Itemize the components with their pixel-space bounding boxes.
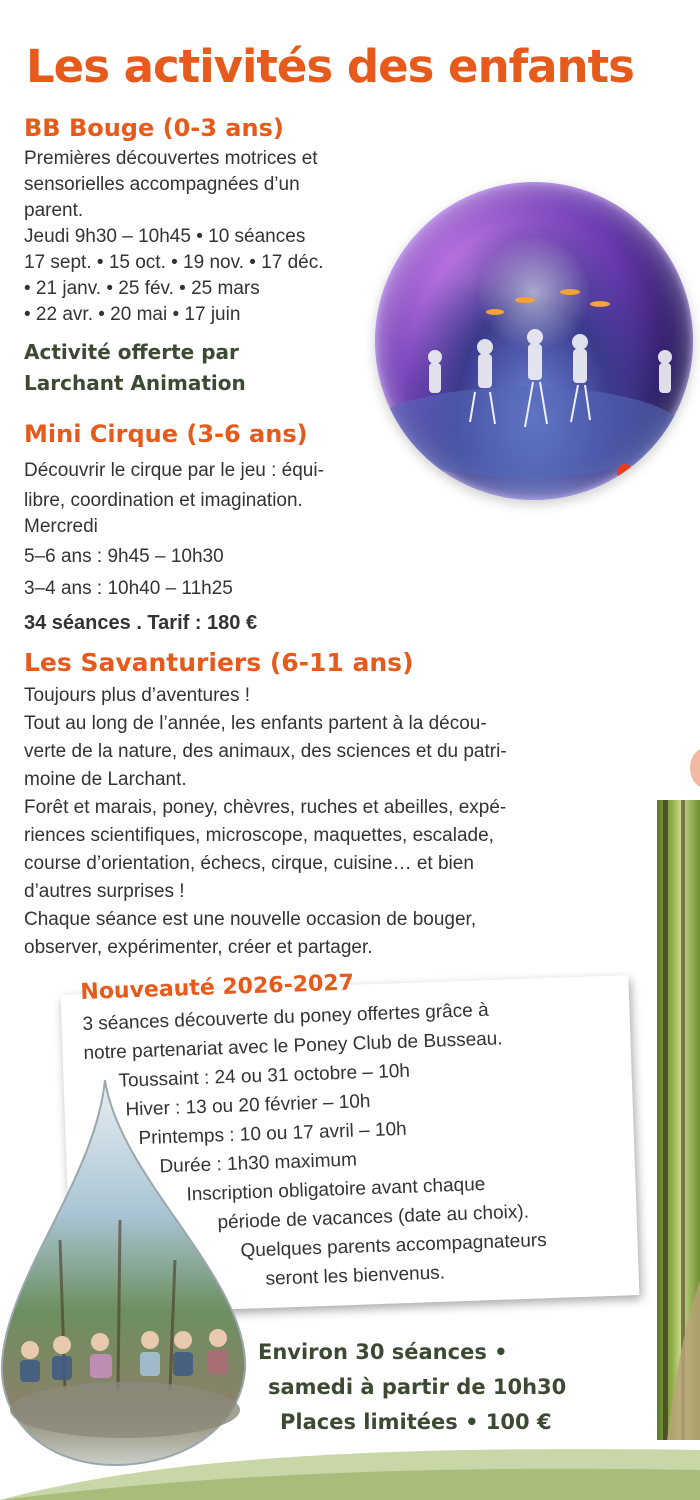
- water-drop-photo: [0, 1070, 255, 1470]
- text-line: Tout au long de l’année, les enfants partent à la décou-: [24, 713, 487, 734]
- text-line: Chaque séance est une nouvelle occasion de bouger,: [24, 909, 477, 930]
- decorative-dot: [690, 748, 700, 788]
- text-line: moine de Larchant.: [24, 769, 187, 790]
- bb-bouge-heading: BB Bouge (0-3 ans): [24, 114, 284, 142]
- text-line: Mercredi: [24, 516, 98, 537]
- circus-scene-illustration: [375, 182, 693, 500]
- note-line: Durée : 1h30 maximum: [159, 1149, 358, 1178]
- summary-line: Places limitées • 100 €: [280, 1410, 552, 1434]
- summary-line: samedi à partir de 10h30: [268, 1375, 567, 1399]
- note-line: seront les bienvenus.: [265, 1262, 446, 1290]
- savanturiers-heading: Les Savanturiers (6-11 ans): [24, 648, 414, 677]
- text-line: d’autres surprises !: [24, 881, 185, 902]
- summary-line: Environ 30 séances •: [258, 1340, 508, 1364]
- text-line: riences scientifiques, microscope, maquettes, escalade,: [24, 825, 494, 846]
- text-line: Premières découvertes motrices et: [24, 148, 318, 169]
- note-line: Toussaint : 24 ou 31 octobre – 10h: [118, 1060, 411, 1092]
- mini-cirque-heading: Mini Cirque (3-6 ans): [24, 420, 308, 448]
- offer-line: Activité offerte par: [24, 340, 239, 364]
- mini-cirque-price: 34 séances . Tarif : 180 €: [24, 612, 258, 634]
- circus-bubble-photo: [375, 182, 693, 500]
- text-line: parent.: [24, 200, 84, 221]
- text-line: 3–4 ans : 10h40 – 11h25: [24, 578, 233, 599]
- note-line: Printemps : 10 ou 17 avril – 10h: [138, 1118, 407, 1150]
- note-line: notre partenariat avec le Poney Club de Busseau.: [83, 1028, 503, 1064]
- mini-cirque-description: [24, 456, 324, 638]
- note-line: 3 séances découverte du poney offertes grâce à: [82, 999, 489, 1035]
- bb-bouge-description: [24, 146, 324, 328]
- text-line: course d’orientation, échecs, cirque, cuisine… et bien: [24, 853, 474, 874]
- text-line: • 21 janv. • 25 fév. • 25 mars: [24, 278, 260, 299]
- note-line: période de vacances (date au choix).: [217, 1201, 530, 1234]
- text-line: verte de la nature, des animaux, des sciences et du patri-: [24, 741, 507, 762]
- text-line: Jeudi 9h30 – 10h45 • 10 séances: [24, 226, 306, 247]
- text-line: 17 sept. • 15 oct. • 19 nov. • 17 déc.: [24, 252, 324, 273]
- note-line: Quelques parents accompagnateurs: [240, 1229, 548, 1262]
- text-line: 5–6 ans : 9h45 – 10h30: [24, 546, 224, 567]
- offer-line: Larchant Animation: [24, 371, 246, 395]
- forest-photo-strip: [657, 800, 700, 1440]
- text-line: observer, expérimenter, créer et partager.: [24, 937, 373, 958]
- note-line: Inscription obligatoire avant chaque: [186, 1174, 486, 1206]
- nouveaute-heading: Nouveauté 2026-2027: [80, 970, 355, 1005]
- bb-bouge-offer: [24, 337, 246, 399]
- note-line: Hiver : 13 ou 20 février – 10h: [125, 1090, 371, 1121]
- text-line: sensorielles accompagnées d’un: [24, 174, 300, 195]
- page-title: Les activités des enfants: [26, 40, 634, 93]
- text-line: Forêt et marais, poney, chèvres, ruches et abeilles, expé-: [24, 797, 507, 818]
- text-line: • 22 avr. • 20 mai • 17 juin: [24, 304, 241, 325]
- savanturiers-summary: [258, 1335, 566, 1440]
- savanturiers-description: [24, 682, 507, 962]
- bottom-wave-decoration: [0, 1440, 700, 1500]
- text-line: libre, coordination et imagination.: [24, 490, 303, 511]
- text-line: Découvrir le cirque par le jeu : équi-: [24, 460, 324, 481]
- text-line: Toujours plus d’aventures !: [24, 685, 251, 706]
